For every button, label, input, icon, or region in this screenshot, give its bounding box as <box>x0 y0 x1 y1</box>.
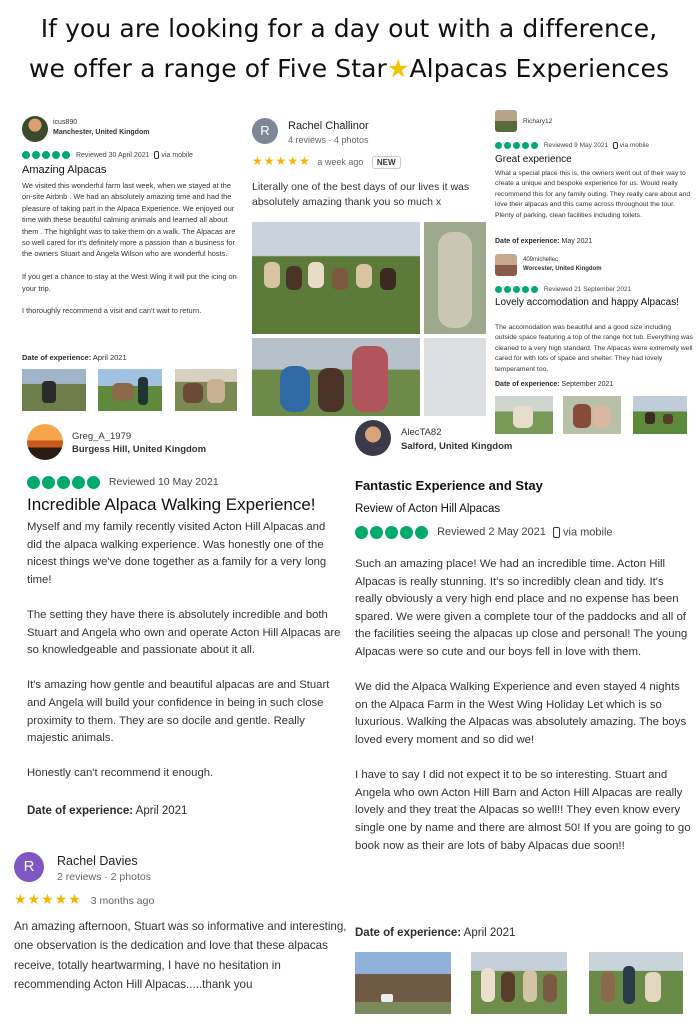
avatar[interactable] <box>27 424 63 460</box>
review-body: The accomodation was beautiful and a good size including outside space featuring a top of the range hot tub. Everything was cleaned to a very high standard. The Alpacas were extremely well cared for with lots of space and shelter. They had lovely temperament too. <box>495 324 693 373</box>
review-photo-walk[interactable] <box>589 952 683 1014</box>
rating-row <box>22 151 193 159</box>
rating-row <box>495 142 649 149</box>
experience-date-value: April 2021 <box>135 805 188 817</box>
review-title[interactable]: Incredible Alpaca Walking Experience! <box>27 495 316 514</box>
review-subtitle[interactable]: Review of Acton Hill Alpacas <box>355 503 501 515</box>
experience-date <box>22 353 127 362</box>
review-photo-side[interactable] <box>424 222 486 334</box>
star-rating-icon: ★★★★★ <box>14 891 82 907</box>
rating-bubbles-icon <box>355 526 428 539</box>
review-body: We visited this wonderful farm last week, when we stayed at the on-site Airbnb . We had an absolutely amazing time and had the pleasure of taking part in the Alpaca Experience. We enjoyed our time with these beautiful calming animals and learned all about them . The highlight was to take them on a walk. The Alpacas are so well cared for it's definitely more a passion than a business for the owners Stuart and Angela Wilson who are wonderful hosts. If you get a chance to stay at the West Wing it will put the icing on your trip. I thoroughly recommend a visit and can't wait to return. <box>22 181 237 316</box>
review-photo-barn[interactable] <box>355 952 451 1014</box>
rating-row <box>14 891 154 908</box>
avatar-initial: R <box>260 123 270 138</box>
headline-line-2 <box>0 54 698 83</box>
experience-date-label: Date of experience: <box>495 238 560 245</box>
via-mobile: via mobile <box>563 526 613 539</box>
review-body: What a special place this is, the owners went out of their way to create a unique and bespoke experience for us. Would really recommend this for any family outing. They really care about and love their alpacas and this came across throughout the tour. Plenty of parking, clean facilities including toilets. <box>495 170 691 219</box>
review-card-rachel-challinor <box>252 116 490 416</box>
avatar[interactable] <box>14 852 44 882</box>
review-card-rachel-davies <box>14 850 348 1020</box>
mobile-icon <box>613 142 618 149</box>
reviewer-name[interactable]: Greg_A_1979 <box>72 431 132 442</box>
review-age: 3 months ago <box>90 895 155 907</box>
review-title[interactable]: Amazing Alpacas <box>22 164 107 176</box>
avatar-initial: R <box>23 858 35 875</box>
star-rating-icon: ★★★★★ <box>252 154 311 168</box>
review-card-alecta82 <box>355 420 695 1020</box>
headline-line-2-start: we offer a range of Five Star <box>28 54 387 83</box>
mobile-icon <box>154 151 159 159</box>
reviewer-name[interactable]: Rachel Davies <box>57 854 138 868</box>
headline-line-1: If you are looking for a day out with a difference, <box>40 14 658 43</box>
experience-date <box>27 805 187 817</box>
reviewer-location: Salford, United Kingdom <box>401 441 513 452</box>
avatar[interactable] <box>252 118 278 144</box>
reviewer-name[interactable]: AlecTA82 <box>401 427 442 438</box>
review-age: a week ago <box>317 157 364 167</box>
experience-date <box>495 381 613 388</box>
reviewer-location: Worcester, United Kingdom <box>523 266 602 272</box>
review-date: Reviewed 30 April 2021 <box>75 151 150 159</box>
reviewer-location: Manchester, United Kingdom <box>53 129 150 136</box>
review-photo-2[interactable] <box>98 369 162 411</box>
experience-date <box>355 927 515 939</box>
review-body: Myself and my family recently visited Acton Hill Alpacas and did the alpaca walking experience. Was honestly one of the nicest things we've done together as a family for a very long time! The setting they have there is absolutely incredible and both Stuart and Angela who own and operate Acton Hill Alpacas are so knowledgeable and passionate about it all. It's amazing how gentle and beautiful alpacas are and Stuart and Angela will build your confidence in being in such close proximity to them. They are so docile and gentle. Really majestic animals. Honestly can't recommend it enough. <box>27 521 341 780</box>
review-photo-family[interactable] <box>252 338 420 416</box>
headline-line-2-end: Alpacas Experiences <box>409 54 670 83</box>
rating-row <box>355 526 613 539</box>
experience-date <box>495 238 592 245</box>
avatar[interactable] <box>495 254 517 276</box>
review-card-409michellec <box>495 254 695 436</box>
experience-date-value: April 2021 <box>92 353 127 362</box>
reviewer-name[interactable]: 409michellec <box>523 257 559 263</box>
reviewer-stats: 2 reviews · 2 photos <box>57 871 151 883</box>
rating-row <box>252 154 401 169</box>
reviewer-name[interactable]: icus890 <box>53 119 78 126</box>
reviewer-location: Burgess Hill, United Kingdom <box>72 444 207 455</box>
review-card-richary12 <box>495 110 695 250</box>
review-photo-main[interactable] <box>252 222 420 334</box>
review-photo-fence[interactable] <box>424 338 486 416</box>
star-icon: ★ <box>386 54 410 83</box>
experience-date-label: Date of experience: <box>22 353 92 362</box>
review-date: Reviewed 2 May 2021 <box>437 526 546 539</box>
review-photo-1[interactable] <box>22 369 86 411</box>
rating-row <box>27 476 219 489</box>
experience-date-value: May 2021 <box>561 238 593 245</box>
rating-bubbles-icon <box>495 142 538 149</box>
review-title[interactable]: Fantastic Experience and Stay <box>355 478 543 493</box>
reviewer-stats: 4 reviews · 4 photos <box>288 135 369 145</box>
review-body: Literally one of the best days of our lives it was absolutely amazing thank you so much x <box>252 181 470 208</box>
review-card-greg <box>27 424 345 824</box>
via-mobile: via mobile <box>619 142 650 150</box>
experience-date-value: April 2021 <box>463 927 516 939</box>
avatar[interactable] <box>495 110 517 132</box>
review-date: Reviewed 9 May 2021 <box>543 142 609 150</box>
review-date: Reviewed 21 September 2021 <box>543 286 632 294</box>
review-body: Such an amazing place! We had an incredible time. Acton Hill Alpacas is really stunning. It's so incredibly clean and tidy. It's really obviously a very high end place and no expense has been spared. We were given a complete tour of the paddocks and all of the facilities seeing the alpacas up close and personal! The young Alpacas were so cute and our boys fell in love with them. We did the Alpaca Walking Experience and even stayed 4 nights on the Alpaca Farm in the West Wing Holiday Let which is so luxurious. Walking the Alpacas was absolutely amazing. The boys loved every moment and so did we! I have to say I did not expect it to be so interesting. Stuart and Angela who own Acton Hill Barn and Acton Hill Alpacas are really lovely and they treat the Alpacas so well!! They even know every single one by name and there are almost 50! If you are going to go book now as their are lots of baby Alpacas due soon!! <box>355 558 691 852</box>
experience-date-label: Date of experience: <box>27 805 134 817</box>
review-title[interactable]: Lovely accomodation and happy Alpacas! <box>495 297 680 308</box>
via-mobile: via mobile <box>161 151 193 159</box>
reviewer-name[interactable]: Richary12 <box>523 118 553 125</box>
rating-row <box>495 286 631 293</box>
experience-date-label: Date of experience: <box>495 381 560 388</box>
experience-date-label: Date of experience: <box>355 927 462 939</box>
review-title[interactable]: Great experience <box>495 154 572 165</box>
experience-date-value: September 2021 <box>561 381 614 388</box>
review-date: Reviewed 10 May 2021 <box>108 476 219 489</box>
rating-bubbles-icon <box>27 476 100 489</box>
avatar[interactable] <box>355 420 391 456</box>
avatar[interactable] <box>22 116 48 142</box>
review-photo-alpacas[interactable] <box>471 952 567 1014</box>
new-badge: NEW <box>372 156 401 169</box>
reviewer-name[interactable]: Rachel Challinor <box>288 120 369 132</box>
review-body: An amazing afternoon, Stuart was so informative and interesting, one observation is the dedication and love that these alpacas receive, totally heartwarming, I have no hesitation in recommending Acton Hill Alpacas.....thank you <box>14 920 347 992</box>
review-photo-3[interactable] <box>175 369 237 411</box>
mobile-icon <box>553 527 560 538</box>
rating-bubbles-icon <box>22 151 70 159</box>
review-card-icus890 <box>22 116 242 416</box>
rating-bubbles-icon <box>495 286 538 293</box>
